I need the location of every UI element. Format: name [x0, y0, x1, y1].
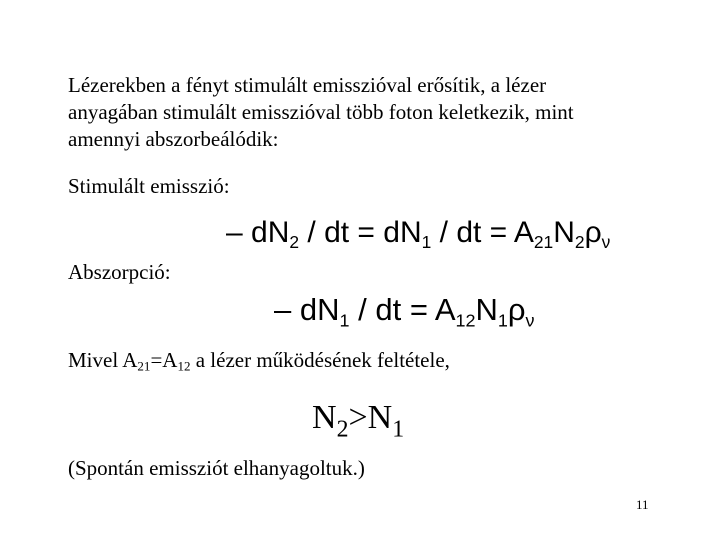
condition-text: a lézer működésének feltétele, [190, 348, 450, 372]
ineq-term: N [312, 399, 337, 436]
condition-line [68, 347, 450, 374]
eq-subscript: 21 [533, 232, 554, 253]
ineq-operator: >N [348, 399, 393, 436]
eq-operator: / dt = [431, 216, 514, 249]
eq-rho: ρ [584, 216, 602, 249]
intro-line-2: anyagában stimulált emisszióval több foton keletkezik, mint [68, 100, 574, 124]
eq-term: dN [251, 216, 290, 249]
eq-term: A [434, 292, 456, 327]
intro-line-1: Lézerekben a fényt stimulált emisszióval erősítik, a lézer [68, 73, 547, 97]
eq-subscript: 2 [574, 232, 585, 253]
condition-text: =A [150, 348, 178, 372]
eq-subscript: 2 [289, 232, 300, 253]
eq-operator: / dt = [349, 292, 435, 327]
ineq-subscript: 2 [336, 416, 349, 443]
eq-term: A [513, 216, 534, 249]
stimulated-emission-label: Stimulált emisszió: [68, 174, 230, 198]
population-inversion-inequality [312, 398, 405, 443]
eq-subscript: 12 [455, 310, 476, 331]
ineq-subscript: 1 [392, 416, 405, 443]
eq-term: N [475, 292, 498, 327]
eq-subscript: ν [525, 310, 535, 331]
spontaneous-emission-note: (Spontán emissziót elhanyagoltuk.) [68, 456, 365, 480]
eq-subscript: 1 [421, 232, 432, 253]
eq-term: dN [383, 216, 422, 249]
eq-term: dN [299, 292, 340, 327]
stimulated-emission-equation [226, 210, 610, 256]
condition-subscript: 12 [177, 358, 191, 374]
intro-line-3: amennyi abszorbeálódik: [68, 127, 279, 151]
eq-subscript: 1 [339, 310, 350, 331]
eq-rho: ρ [507, 292, 526, 327]
intro-paragraph [68, 72, 668, 153]
eq-subscript: 1 [497, 310, 508, 331]
page-number: 11 [636, 497, 649, 512]
absorption-label: Abszorpció: [68, 260, 171, 284]
condition-subscript: 21 [137, 358, 151, 374]
eq-subscript: ν [601, 232, 611, 253]
eq-operator: / dt = [299, 216, 384, 249]
eq-minus: – [274, 292, 292, 327]
eq-minus: – [226, 216, 243, 249]
condition-text: Mivel A [68, 348, 138, 372]
absorption-equation [274, 287, 535, 333]
eq-term: N [553, 216, 575, 249]
